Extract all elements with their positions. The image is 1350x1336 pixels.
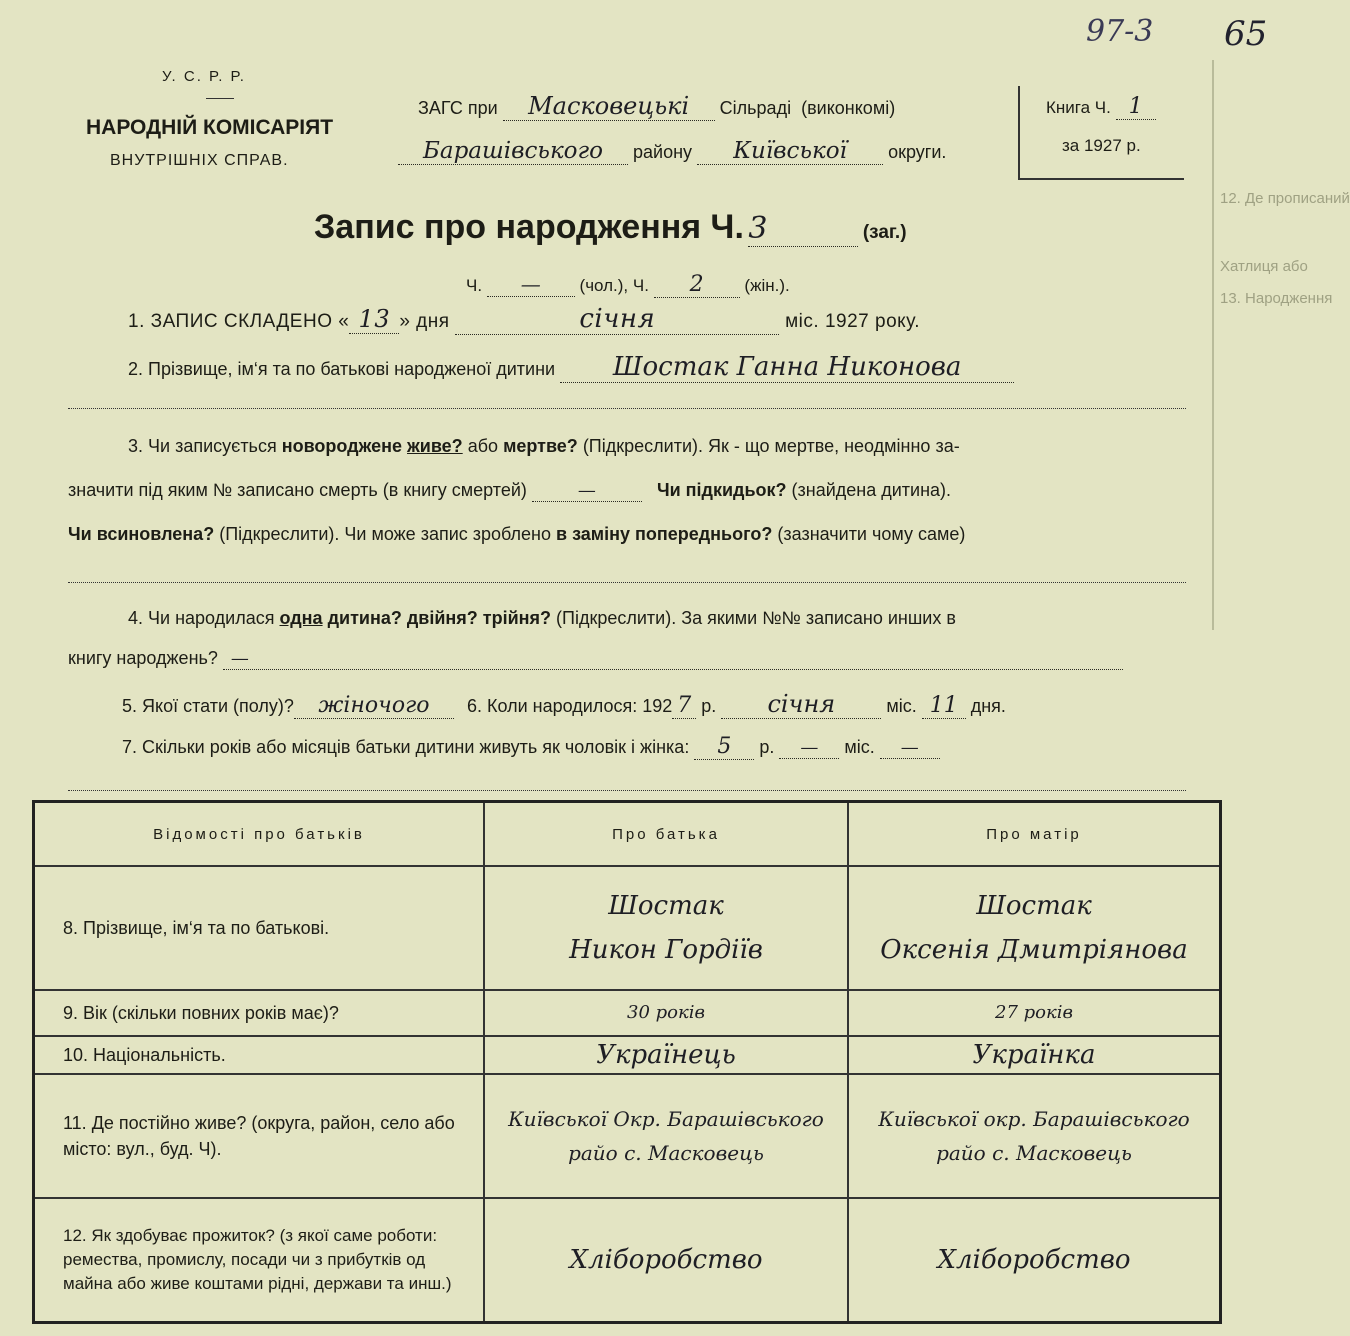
record-day: 13 (349, 305, 399, 334)
female-count: 2 (654, 272, 740, 298)
page-edge (1212, 60, 1214, 630)
row-label: 8. Прізвище, ім‘я та по батькові. (34, 866, 485, 990)
q3-line2: значити під яким № записано смерть (в книгу смертей) — Чи підкидьок? (знайдена дитина). (68, 480, 952, 501)
district-name: Барашівського (398, 138, 628, 165)
child-sex: жіночого (294, 693, 454, 719)
q4-line2: книгу народжень? — (68, 648, 1123, 670)
mother-nationality: Українка (848, 1036, 1221, 1074)
table-row (34, 1198, 1221, 1322)
record-date-line: 1. ЗАПИС СКЛАДЕНО « 13 » дня січня міс. 1927 року. (128, 304, 921, 334)
record-title: Запис про народження Ч. 3 (заг.) (314, 208, 907, 246)
row-label: 11. Де постійно живе? (округа, район, село або місто: вул., буд. Ч). (34, 1074, 485, 1198)
marriage-months: — (779, 737, 839, 759)
birth-day: 11 (922, 693, 966, 719)
book-year: за 1927 р. (1062, 136, 1141, 155)
header-mother: Про матір (848, 802, 1221, 867)
sex-birthdate-line: 5. Якої стати (полу)? жіночого 6. Коли народилося: 192 7 р. січня міс. 11 дня. (122, 690, 1006, 718)
republic-label: У. С. Р. Р. (162, 68, 246, 85)
father-full-name: Шостак Никон Гордіїв (484, 866, 848, 990)
birth-year-digit: 7 (672, 693, 696, 719)
row-label: 9. Вік (скільки повних років має)? (34, 990, 485, 1036)
dotted-rule (68, 408, 1186, 409)
table-header-row (34, 802, 1221, 867)
marriage-duration-line: 7. Скільки років або місяців батьки дитини живуть як чоловік і жінка: 5 р. — міс. — (122, 734, 940, 760)
table-row (34, 1074, 1221, 1198)
margin-bleed-text: Хатлиця або (1220, 258, 1308, 275)
q3-line1: 3. Чи записується новороджене живе? або мертве? (Підкреслити). Як - що мертве, неодмінно за- (128, 436, 960, 456)
child-name: Шостак Ганна Никонова (560, 352, 1014, 383)
child-name-line: 2. Прізвище, ім‘я та по батькові народженої дитини Шостак Ганна Никонова (128, 352, 1014, 383)
marriage-years: 5 (694, 734, 754, 760)
father-age: 30 років (484, 990, 848, 1036)
commissariat-title: НАРОДНІЙ КОМІСАРІЯТ (86, 116, 334, 139)
margin-bleed-text: 13. Народження (1220, 290, 1333, 307)
header-father: Про батька (484, 802, 848, 867)
department-label: ВНУТРІШНІХ СПРАВ. (110, 152, 289, 169)
male-count: — (487, 272, 575, 297)
dotted-rule (68, 582, 1186, 583)
birth-month: січня (721, 690, 881, 719)
page-number: 65 (1224, 14, 1268, 54)
table-row (34, 866, 1221, 990)
row-label: 12. Як здобуває прожиток? (з якої саме роботи: ремества, промислу, посади чи з прибутків од майна або живе коштами рідні, держави та инш.) (34, 1198, 485, 1322)
book-label: Книга Ч. (1046, 98, 1111, 117)
mother-full-name: Шостак Оксенія Дмитріянова (848, 866, 1221, 990)
zags-line: ЗАГС при Масковецькі Сільраді (виконкомі) (418, 92, 896, 120)
father-nationality: Українець (484, 1036, 848, 1074)
margin-bleed-text: 12. Де прописаний (1220, 190, 1350, 207)
header-info: Відомості про батьків (34, 802, 485, 867)
mother-age: 27 років (848, 990, 1221, 1036)
q4-line1: 4. Чи народилася одна дитина? двійня? трійня? (Підкреслити). За якими №№ записано инших в (128, 608, 956, 628)
parents-table (32, 800, 1222, 1324)
death-record-number: — (532, 480, 642, 502)
father-occupation: Хліборобство (484, 1198, 848, 1322)
subcount-line: Ч. — (чол.), Ч. 2 (жін.). (466, 272, 790, 297)
district-line: Барашівського району Київської округи. (398, 138, 946, 165)
marriage-extra: — (880, 737, 940, 759)
table-row (34, 990, 1221, 1036)
row-label: 10. Національність. (34, 1036, 485, 1074)
mother-residence: Київської окр. Барашівського райо с. Масковець (848, 1074, 1221, 1198)
archive-mark: 97-3 (1086, 14, 1154, 49)
father-residence: Київської Окр. Барашівського райо с. Масковець (484, 1074, 848, 1198)
record-month: січня (455, 304, 779, 335)
mother-occupation: Хліборобство (848, 1198, 1221, 1322)
q3-line3: Чи всиновлена? (Підкреслити). Чи може запис зроблено в заміну попереднього? (зазначити чому саме) (68, 524, 966, 544)
okruha-name: Київської (697, 138, 883, 165)
village-name: Масковецькі (503, 92, 715, 121)
record-number: 3 (748, 211, 858, 247)
other-births-numbers: — (223, 648, 1123, 670)
book-box (1018, 86, 1184, 180)
dotted-rule (68, 790, 1186, 791)
header-divider (206, 98, 234, 99)
table-row (34, 1036, 1221, 1074)
book-number: 1 (1116, 94, 1156, 120)
